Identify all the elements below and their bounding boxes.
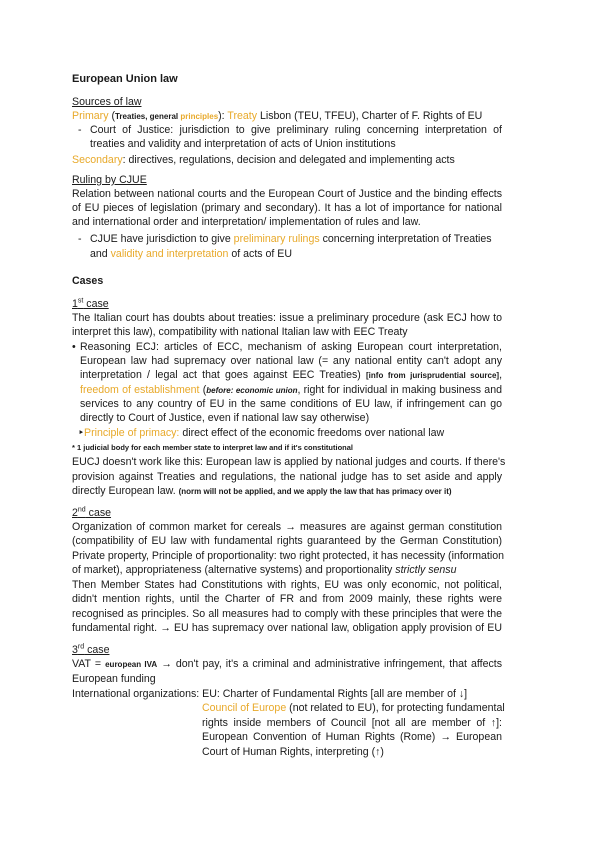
case-3-coe3: European Convention of Human Rights (Rome) → European	[202, 731, 502, 743]
case-3-io: International organizations: EU: Charter of Fundamental Rights [all are member of ↓]	[72, 688, 468, 700]
case-3-coe1: Council of Europe (not related to EU), for protecting fundamental	[202, 702, 505, 714]
ruling-p2: of EU pieces of legislation (primary and secondary). It has a lot of importance for national	[72, 202, 502, 214]
case-2-l5: Then Member States had Constitutions with rights, EU was only economic, not political,	[72, 579, 502, 591]
case-1-r5: services to any country of EU in the same conditions of EU law, if infringement can go	[80, 398, 502, 410]
bullet-icon: •	[72, 341, 76, 353]
document-title: European Union law	[72, 73, 178, 85]
case-3-coe2: rights inside members of Council [not all are member of ↑]:	[202, 717, 502, 729]
case-1-l1: The Italian court has doubts about treaties: issue a preliminary procedure (ask ECJ how to	[72, 312, 502, 324]
case-3-coe4: Court of Human Rights, interpreting (↑)	[202, 746, 384, 758]
case-2-l7: recognised as principles. So all measures had to comply with these principles that were the	[72, 608, 502, 620]
case-3-v1: VAT = european IVA → don't pay, it's a criminal and administrative infringement, that affects	[72, 658, 502, 670]
primary-line: Primary (Treaties, general principles): Treaty Lisbon (TEU, TFEU), Charter of F. Rights of EU	[72, 110, 483, 122]
case-1-heading: 1st case	[72, 297, 109, 310]
arrow-bullet-icon: ‣	[78, 427, 85, 439]
case-3-v2: European funding	[72, 673, 156, 685]
secondary-word: Secondary	[72, 154, 123, 166]
case-1-e3: directly European law. (norm will not be applied, and we apply the law that has primacy over it)	[72, 485, 452, 497]
case-1-e1: EUCJ doesn't work like this: European law is applied by national judges and courts. If there's	[72, 456, 506, 468]
case-2-l1: Organization of common market for cereals → measures are against german constitution	[72, 521, 502, 533]
case-2-l3: Private property, Principle of proportionality: two right protected, it has necessity (information	[72, 550, 504, 562]
case-1-r6: directly to Court of Justice, even if national law say otherwise)	[80, 412, 370, 424]
case-3-heading: 3rd case	[72, 643, 110, 656]
case-1-r4: freedom of establishment (before: economic union, right for individual in making business and	[80, 384, 502, 396]
ruling-heading: Ruling by CJUE	[72, 174, 147, 186]
case-2-l2: (compatibility of EU law with fundamental rights guaranteed by the German Constitution)	[72, 535, 502, 547]
sources-heading: Sources of law	[72, 96, 142, 108]
case-1-l2: interpret this law), compatibility with national Italian law with EEC Treaty	[72, 326, 408, 338]
cases-heading: Cases	[72, 275, 104, 287]
primary-word: Primary	[72, 110, 109, 122]
ruling-bullet-2: and validity and interpretation of acts of EU	[90, 248, 292, 260]
cj-line-2: treaties and validity and interpretation of acts of Union institutions	[90, 138, 396, 150]
case-1-r3: interpretation / legal act that goes against EEC Treaties) [info from jurisprudential source],	[80, 369, 503, 381]
ruling-p1: Relation between national courts and the European Court of Justice and the binding effects	[72, 188, 502, 200]
case-1-e2: provision against Treaties and regulations, the national judge has to set aside and apply	[72, 471, 502, 483]
ruling-p3: and international order and interpretation/ implementation of rules and law.	[72, 216, 421, 228]
case-2-l4: of market), appropriateness (alternative systems) and proportionality strictly sensu	[72, 564, 457, 576]
case-2-heading: 2nd case	[72, 506, 112, 519]
secondary-line: Secondary: directives, regulations, decision and delegated and implementing acts	[72, 154, 455, 166]
case-1-r2: European law had supremacy over national law (= any national entity can't adopt any	[80, 355, 502, 367]
case-1-note: * 1 judicial body for each member state to interpret law and if it's constitutional	[72, 443, 354, 452]
case-2-l6: didn't mention rights, until the Charter of FR and from 2009 mainly, these rights were	[72, 593, 502, 605]
case-2-l8: fundamental right. → EU has supremacy over national law, obligation apply provision of EU	[72, 622, 502, 634]
